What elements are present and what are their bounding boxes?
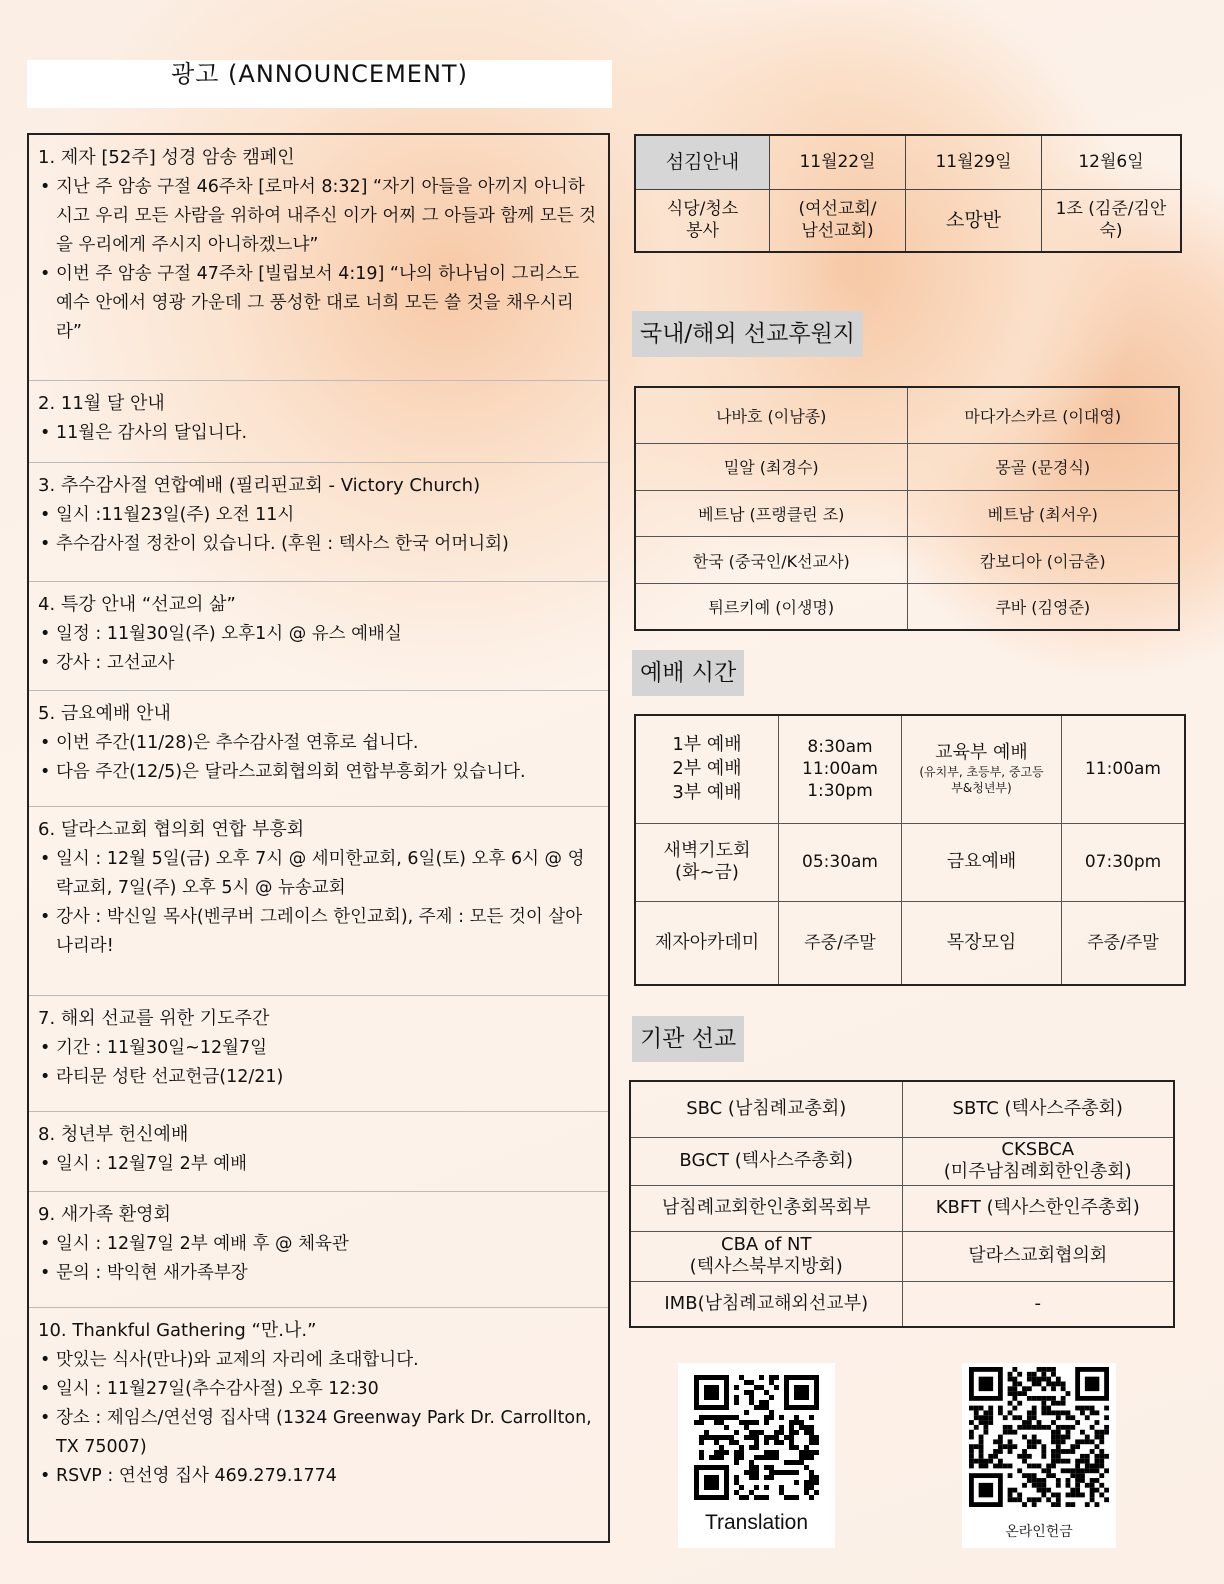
announcement-bullet: • 일시 : 12월7일 2부 예배: [38, 1150, 598, 1179]
mission-site: 쿠바 (김영준): [907, 583, 1179, 630]
announcement-list: [38, 501, 598, 559]
education-worship-sub: (유치부, 초등부, 중고등부&청년부): [919, 765, 1044, 796]
announcement-item: [29, 582, 608, 691]
serving-date: 12월6일: [1042, 135, 1182, 189]
worship-name: 새벽기도회 (화~금): [635, 823, 779, 901]
worship-time: 주중/주말: [779, 901, 902, 985]
org-name: SBC (남침례교총회): [630, 1081, 902, 1137]
announcement-item: [29, 1192, 608, 1308]
announcement-title: 2. 11월 달 안내: [38, 393, 165, 414]
announcement-bullet: • 일정 : 11월30일(주) 오후1시 @ 유스 예배실: [38, 620, 598, 649]
mission-site: 베트남 (최서우): [907, 490, 1179, 537]
serving-table: [634, 134, 1182, 253]
org-name: IMB(남침례교해외선교부): [630, 1281, 902, 1327]
mission-site: 캄보디아 (이금춘): [907, 537, 1179, 584]
serving-date: 11월22일: [770, 135, 906, 189]
worship-name: 목장모임: [902, 901, 1062, 985]
worship-time: 11:00am: [1062, 715, 1186, 823]
announcement-bullet: • 일시 : 12월7일 2부 예배 후 @ 체육관: [38, 1230, 598, 1259]
mission-site: 한국 (중국인/K선교사): [635, 537, 907, 584]
page-title: 광고 (ANNOUNCEMENT): [171, 60, 468, 88]
announcement-list: [38, 620, 598, 678]
orgs-table: [629, 1080, 1175, 1328]
announcement-item: [29, 807, 608, 996]
announcement-title: 8. 청년부 헌신예배: [38, 1124, 189, 1145]
translation-qr[interactable]: [678, 1363, 835, 1548]
announcement-bullet: • 문의 : 박익현 새가족부장: [38, 1259, 598, 1288]
worship-time: 05:30am: [779, 823, 902, 901]
org-name: -: [902, 1281, 1174, 1327]
announcement-title: 5. 금요예배 안내: [38, 703, 171, 724]
announcement-title-box: [27, 60, 612, 108]
announcement-title: 1. 제자 [52주] 성경 암송 캠페인: [38, 147, 295, 168]
announcement-item: [29, 463, 608, 582]
org-name: SBTC (텍사스주총회): [902, 1081, 1174, 1137]
announcement-item: [29, 1112, 608, 1192]
announcement-bullet: • 장소 : 제임스/연선영 집사댁 (1324 Greenway Park Dr. Carrollton, TX 75007): [38, 1404, 598, 1462]
giving-caption: 온라인헌금: [1005, 1524, 1073, 1540]
serving-date: 11월29일: [906, 135, 1042, 189]
announcement-title: 6. 달라스교회 협의회 연합 부흥회: [38, 819, 305, 840]
org-name: CKSBCA (미주남침례회한인총회): [902, 1137, 1174, 1185]
worship-name: [902, 715, 1062, 823]
announcement-list: [38, 419, 598, 448]
announcement-bullet: • 일시 :11월23일(주) 오전 11시: [38, 501, 598, 530]
missions-label: 국내/해외 선교후원지: [632, 311, 863, 357]
announcement-bullet: • 이번 주간(11/28)은 추수감사절 연휴로 쉽니다.: [38, 729, 598, 758]
announcement-item: [29, 996, 608, 1112]
announcement-item: [29, 691, 608, 807]
announcement-list: [38, 1150, 598, 1179]
announcement-bullet: • 라티문 성탄 선교헌금(12/21): [38, 1063, 598, 1092]
worship-name: 제자아카데미: [635, 901, 779, 985]
announcement-bullet: • 다음 주간(12/5)은 달라스교회협의회 연합부흥회가 있습니다.: [38, 758, 598, 787]
worship-time: 주중/주말: [1062, 901, 1186, 985]
announcement-list: [38, 173, 598, 347]
worship-time: 8:30am 11:00am 1:30pm: [779, 715, 902, 823]
announcement-bullet: • RSVP : 연선영 집사 469.279.1774: [38, 1462, 598, 1491]
worship-name: 금요예배: [902, 823, 1062, 901]
announcement-item: [29, 135, 608, 381]
org-name: 달라스교회협의회: [902, 1231, 1174, 1281]
announcement-bullet: • 일시 : 12월 5일(금) 오후 7시 @ 세미한교회, 6일(토) 오후 6시 @ 영락교회, 7일(주) 오후 5시 @ 뉴송교회: [38, 845, 598, 903]
announcement-bullet: • 강사 : 고선교사: [38, 649, 598, 678]
mission-site: 마다가스카르 (이대영): [907, 387, 1179, 444]
missions-table: [634, 386, 1180, 631]
announcement-bullet: • 기간 : 11월30일~12월7일: [38, 1034, 598, 1063]
announcement-title: 3. 추수감사절 연합예배 (필리핀교회 - Victory Church): [38, 475, 481, 496]
announcement-bullet: • 일시 : 11월27일(추수감사절) 오후 12:30: [38, 1375, 598, 1404]
serving-cell: (여선교회/ 남선교회): [770, 189, 906, 252]
serving-cell: 소망반: [906, 189, 1042, 252]
mission-site: 몽골 (문경식): [907, 444, 1179, 491]
org-name: BGCT (텍사스주총회): [630, 1137, 902, 1185]
announcement-bullet: • 지난 주 암송 구절 46주차 [로마서 8:32] “자기 아들을 아끼지 아니하시고 우리 모든 사람을 위하여 내주신 이가 어찌 그 아들과 함께 모든 것을 우리에게 주시지 아니하겠느냐”: [38, 173, 598, 260]
serving-header: 섬김안내: [635, 135, 770, 189]
giving-qr[interactable]: [962, 1363, 1116, 1548]
announcement-bullet: • 이번 주 암송 구절 47주차 [빌립보서 4:19] “나의 하나님이 그리스도 예수 안에서 영광 가운데 그 풍성한 대로 너희 모든 쓸 것을 채우시리라”: [38, 260, 598, 347]
announcement-item: [29, 381, 608, 463]
orgs-label: 기관 선교: [632, 1016, 744, 1062]
announcement-title: 10. Thankful Gathering “만.나.”: [38, 1320, 317, 1341]
announcement-bullet: • 맛있는 식사(만나)와 교제의 자리에 초대합니다.: [38, 1346, 598, 1375]
announcement-panel: [27, 133, 610, 1543]
translation-caption: Translation: [704, 1511, 809, 1534]
qr-code-icon: [694, 1375, 819, 1500]
mission-site: 베트남 (프랭클린 조): [635, 490, 907, 537]
mission-site: 나바호 (이남종): [635, 387, 907, 444]
org-name: KBFT (텍사스한인주총회): [902, 1185, 1174, 1231]
announcement-list: [38, 1034, 598, 1092]
worship-label: 예배 시간: [632, 650, 744, 696]
announcement-list: [38, 729, 598, 787]
announcement-bullet: • 추수감사절 정찬이 있습니다. (후원 : 텍사스 한국 어머니회): [38, 530, 598, 559]
announcement-title: 9. 새가족 환영회: [38, 1204, 171, 1225]
education-worship-label: 교육부 예배: [935, 742, 1028, 764]
mission-site: 튀르키예 (이생명): [635, 583, 907, 630]
worship-name: 1부 예배 2부 예배 3부 예배: [635, 715, 779, 823]
announcement-list: [38, 1230, 598, 1288]
announcement-title: 4. 특강 안내 “선교의 삶”: [38, 594, 236, 615]
org-name: 남침례교회한인총회목회부: [630, 1185, 902, 1231]
announcement-list: [38, 1346, 598, 1491]
announcement-title: 7. 해외 선교를 위한 기도주간: [38, 1008, 270, 1029]
org-name: CBA of NT (텍사스북부지방회): [630, 1231, 902, 1281]
serving-cell: 1조 (김준/김안숙): [1042, 189, 1182, 252]
serving-row-label: 식당/청소 봉사: [635, 189, 770, 252]
worship-time: 07:30pm: [1062, 823, 1186, 901]
qr-code-icon: [969, 1367, 1109, 1507]
mission-site: 밀알 (최경수): [635, 444, 907, 491]
announcement-bullet: • 강사 : 박신일 목사(벤쿠버 그레이스 한인교회), 주제 : 모든 것이 살아나리라!: [38, 903, 598, 961]
worship-table: [634, 714, 1186, 986]
announcement-list: [38, 845, 598, 961]
announcement-item: [29, 1308, 608, 1543]
announcement-bullet: • 11월은 감사의 달입니다.: [38, 419, 598, 448]
